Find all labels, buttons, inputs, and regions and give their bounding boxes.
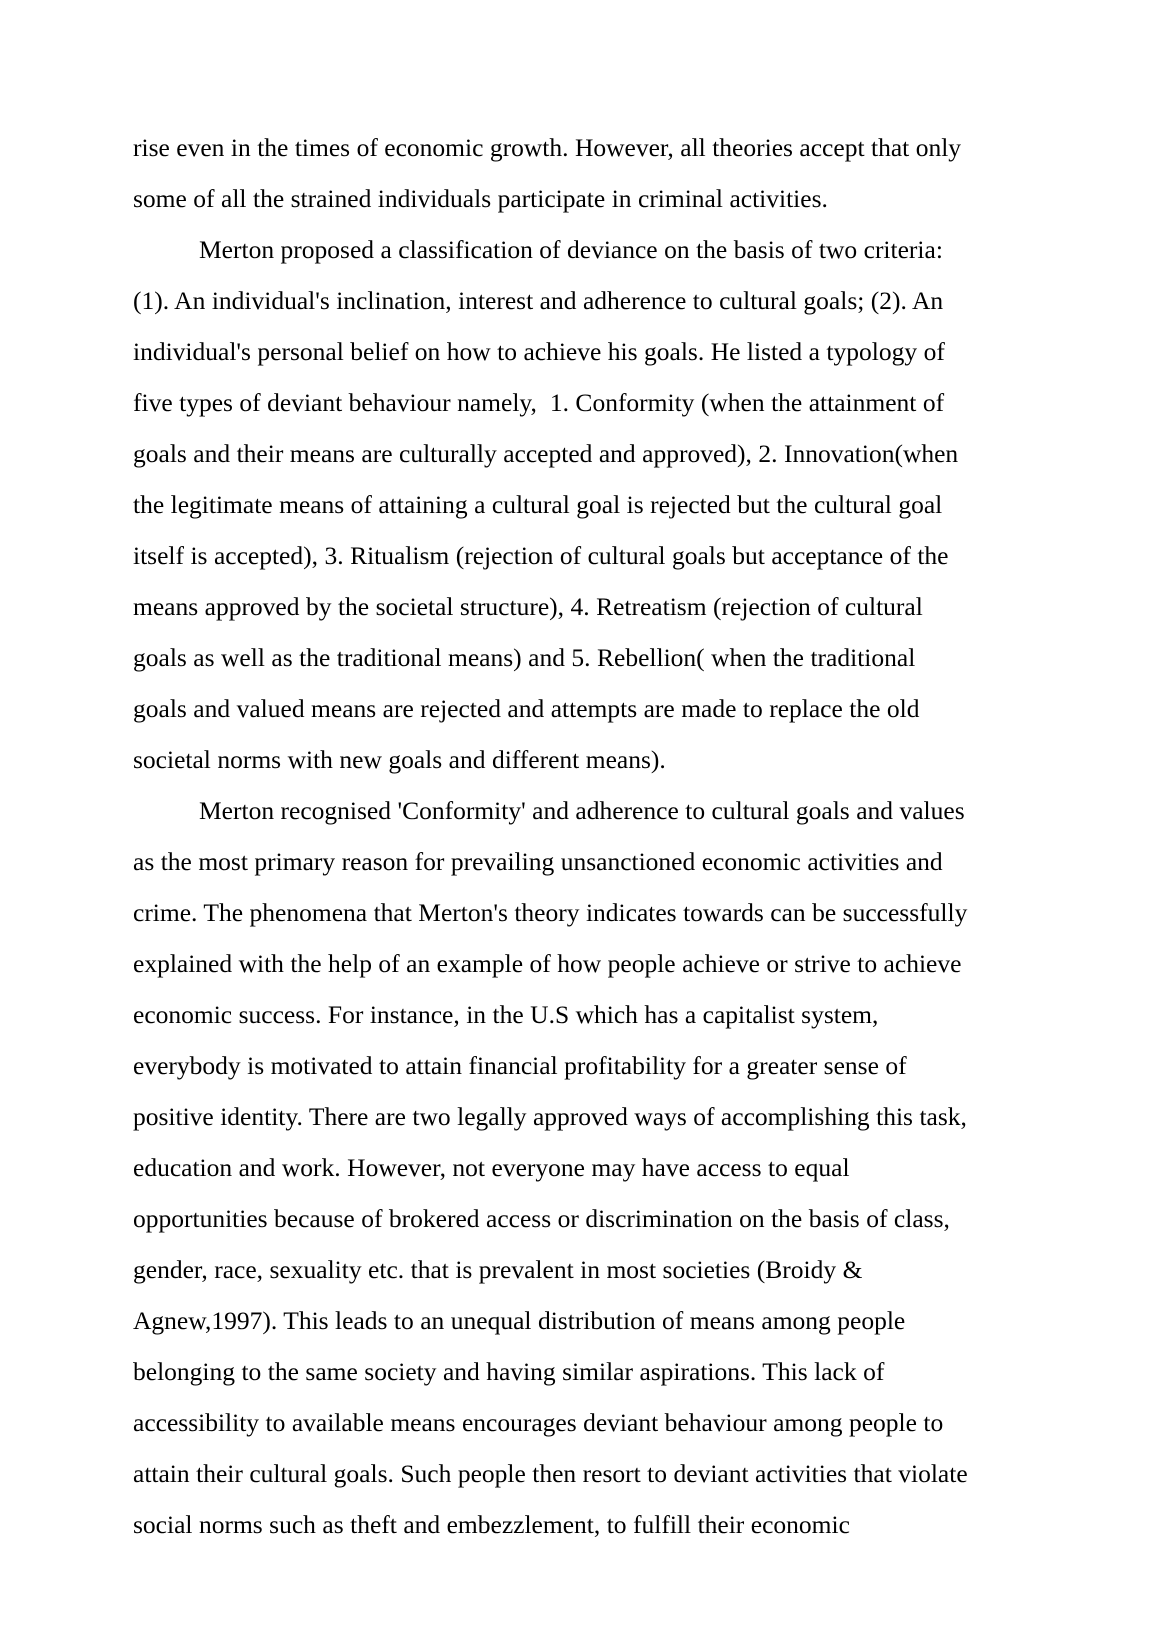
paragraph-merton-classification: Merton proposed a classification of deviance on the basis of two criteria: (1). An individual's inclination, interest and adherence to cultural goals; (2). An individual's personal belief on how to achieve his goals. He listed a typology of five types of deviant behaviour namely, 1. Conformity (when the attainment of goals and their means are culturally accepted and approved), 2. Innovation(when the legitimate means of attaining a cultural goal is rejected but the cultural goal itself is accepted), 3. Ritualism (rejection of cultural goals but acceptance of the means approved by the societal structure), 4. Retreatism (rejection of cultural goals as well as the traditional means) and 5. Rebellion( when the traditional goals and valued means are rejected and attempts are made to replace the old societal norms with new goals and different means). — [133, 235, 965, 774]
document-body-text-column — [133, 122, 973, 1550]
paragraph-continuation: rise even in the times of economic growth. However, all theories accept that only some of all the strained individuals participate in criminal activities. — [133, 133, 968, 213]
paragraph-merton-conformity: Merton recognised 'Conformity' and adherence to cultural goals and values as the most primary reason for prevailing unsanctioned economic activities and crime. The phenomena that Merton's theory indicates towards can be successfully explained with the help of an example of how people achieve or strive to achieve economic success. For instance, in the U.S which has a capitalist system, everybody is motivated to attain financial profitability for a greater sense of positive identity. There are two legally approved ways of accomplishing this task, education and work. However, not everyone may have access to equal opportunities because of brokered access or discrimination on the basis of class, gender, race, sexuality etc. that is prevalent in most societies (Broidy & Agnew,1997). This leads to an unequal distribution of means among people belonging to the same society and having similar aspirations. This lack of accessibility to available means encourages deviant behaviour among people to attain their cultural goals. Such people then resort to deviant activities that violate social norms such as theft and embezzlement, to fulfill their economic — [133, 796, 975, 1539]
